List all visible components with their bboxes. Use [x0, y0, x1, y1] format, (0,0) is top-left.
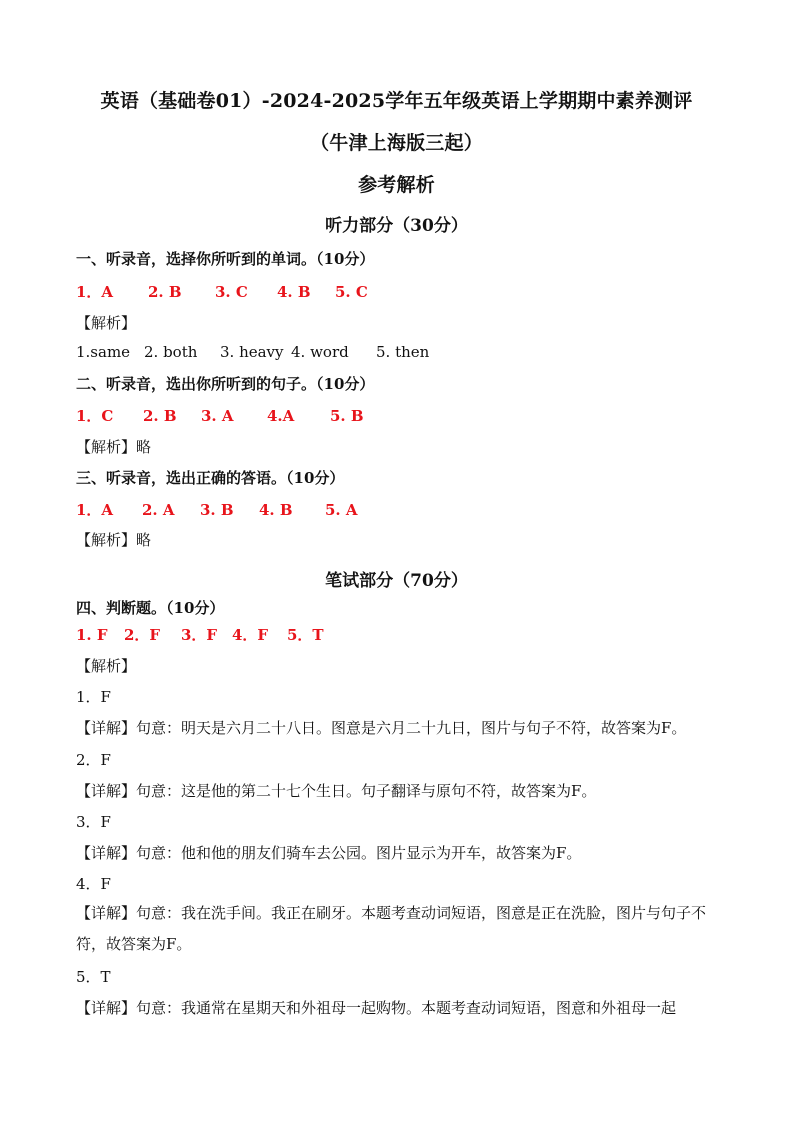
item-detail: 【详解】句意：我在洗手间。我正在刷牙。本题考查动词短语，图意是正在洗脸，图片与句子不符，故答案为F。: [76, 904, 707, 953]
answer: 1．C: [76, 407, 114, 425]
word-item: 5. then: [376, 343, 430, 361]
answer: 3. A: [201, 407, 234, 425]
word-item: 3. heavy: [220, 343, 284, 361]
answer: 4．F: [232, 626, 269, 644]
section1-word-list: [76, 343, 429, 361]
answer: 1．A: [76, 501, 114, 519]
item-detail: 【详解】句意：他和他的朋友们骑车去公园。图片显示为开车，故答案为F。: [76, 844, 582, 862]
document-subtitle: （牛津上海版三起）: [310, 132, 483, 154]
section2-answers: [76, 405, 364, 426]
section4-heading: 四、判断题。（10分）: [76, 599, 225, 617]
section3-analysis: 【解析】略: [76, 531, 152, 549]
section3-heading: 三、听录音，选出正确的答语。（10分）: [76, 469, 345, 487]
item-number: 3．F: [76, 813, 111, 831]
answer: 5. C: [335, 283, 368, 301]
word-item: 2. both: [144, 343, 198, 361]
item-number: 5．T: [76, 968, 111, 986]
item-number: 2．F: [76, 751, 111, 769]
section2-heading: 二、听录音，选出你所听到的句子。（10分）: [76, 375, 375, 393]
answer: 4. B: [277, 283, 311, 301]
document-title: 英语（基础卷01）-2024-2025学年五年级英语上学期期中素养测评: [100, 90, 693, 112]
item-detail: 【详解】句意：我通常在星期天和外祖母一起购物。本题考查动词短语，图意和外祖母一起: [76, 999, 677, 1017]
answer: 4. B: [259, 501, 293, 519]
answer: 3. C: [215, 283, 248, 301]
listening-section-header: 听力部分（30分）: [325, 216, 468, 236]
section4-answers: [76, 624, 324, 645]
writing-section-header: 笔试部分（70分）: [325, 571, 468, 591]
answer: 5．T: [287, 626, 324, 644]
section2-analysis: 【解析】略: [76, 438, 152, 456]
section1-answers: [76, 281, 368, 302]
item-number: 1．F: [76, 688, 111, 706]
answer: 1. F: [76, 626, 108, 644]
answer: 5. A: [325, 501, 358, 519]
section1-heading: 一、听录音，选择你所听到的单词。（10分）: [76, 250, 375, 268]
answer: 5. B: [330, 407, 364, 425]
answer: 2．F: [124, 626, 161, 644]
answer: 1．A: [76, 283, 114, 301]
item-number: 4．F: [76, 875, 111, 893]
item-detail: 【详解】句意：明天是六月二十八日。图意是六月二十九日，图片与句子不符，故答案为F。: [76, 719, 687, 737]
answer: 2. B: [148, 283, 182, 301]
word-item: 1.same: [76, 343, 131, 361]
word-item: 4. word: [291, 343, 349, 361]
answer: 4.A: [267, 407, 295, 425]
section1-analysis-label: 【解析】: [76, 314, 137, 332]
section4-analysis-label: 【解析】: [76, 657, 137, 675]
document-heading: 参考解析: [358, 174, 435, 196]
item-detail: 【详解】句意：这是他的第二十七个生日。句子翻译与原句不符，故答案为F。: [76, 782, 597, 800]
answer: 3. B: [200, 501, 234, 519]
answer: 3．F: [181, 626, 218, 644]
answer: 2. B: [143, 407, 177, 425]
answer: 2. A: [142, 501, 175, 519]
section3-answers: [76, 499, 358, 520]
